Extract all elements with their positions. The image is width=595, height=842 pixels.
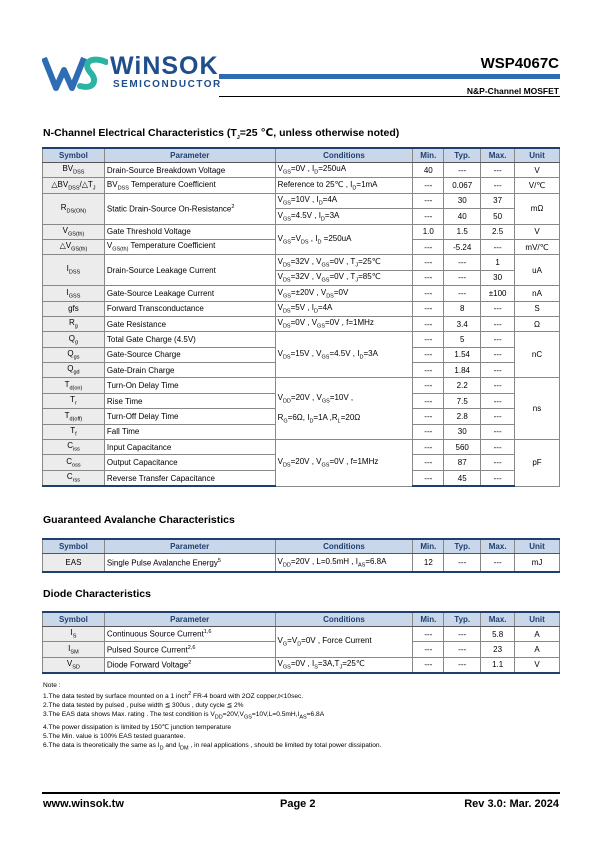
symbol-cell: EAS <box>43 554 105 573</box>
symbol-cell: $I_{SM}$ <box>43 642 105 657</box>
unit-cell: V/℃ <box>515 178 560 193</box>
parameter-cell: Rise Time <box>104 393 275 408</box>
min-cell: --- <box>413 440 444 455</box>
min-cell: --- <box>413 270 444 285</box>
symbol-cell: $I_S$ <box>43 627 105 642</box>
conditions-cell: $V_{DS}=5V$ , $I_D=4A$ <box>275 301 413 316</box>
table-row <box>43 657 560 673</box>
unit-cell: A <box>515 627 560 642</box>
col-parameter: Parameter <box>104 148 275 163</box>
max-cell: --- <box>481 239 515 254</box>
conditions-cell: $V_G=V_D=0V$ , Force Current <box>275 627 413 658</box>
typ-cell: 0.067 <box>444 178 481 193</box>
typ-cell: --- <box>444 554 481 573</box>
max-cell: --- <box>481 440 515 455</box>
table-row <box>43 163 560 178</box>
table-header <box>43 148 560 163</box>
unit-cell: S <box>515 301 560 316</box>
unit-cell: V <box>515 657 560 673</box>
max-cell: --- <box>481 347 515 362</box>
max-cell: 30 <box>481 270 515 285</box>
col-parameter: Parameter <box>104 612 275 627</box>
symbol-cell: $V_{GS(th)}$ <box>43 224 105 239</box>
typ-cell: 30 <box>444 424 481 439</box>
max-cell: --- <box>481 378 515 393</box>
max-cell: 1 <box>481 255 515 270</box>
parameter-cell: Static Drain-Source On-Resistance$^2$ <box>104 193 275 224</box>
max-cell: ±100 <box>481 286 515 301</box>
col-symbol: Symbol <box>43 148 105 163</box>
min-cell: --- <box>413 378 444 393</box>
note-1: 1.The data tested by surface mounted on a 1 inch$^2$ FR-4 board with 2OZ copper,t<10sec. <box>43 691 304 701</box>
footer-website: www.winsok.tw <box>43 798 124 810</box>
col-conditions: Conditions <box>275 539 413 554</box>
parameter-cell: Pulsed Source Current$^{2,6}$ <box>104 642 275 657</box>
parameter-cell: Total Gate Charge (4.5V) <box>104 332 275 347</box>
unit-cell: ns <box>515 378 560 440</box>
typ-cell: 1.84 <box>444 363 481 378</box>
parameter-cell: Fall Time <box>104 424 275 439</box>
col-symbol: Symbol <box>43 539 105 554</box>
symbol-cell: $T_{d(off)}$ <box>43 409 105 424</box>
typ-cell: --- <box>444 270 481 285</box>
min-cell: --- <box>413 332 444 347</box>
brand-subtitle: SEMICONDUCTOR <box>113 79 222 90</box>
symbol-cell: $Q_g$ <box>43 332 105 347</box>
parameter-cell: Continuous Source Current$^{1,6}$ <box>104 627 275 642</box>
parameter-cell: Turn-Off Delay Time <box>104 409 275 424</box>
table-row <box>43 178 560 193</box>
unit-cell: mΩ <box>515 193 560 224</box>
parameter-cell: Drain-Source Leakage Current <box>104 255 275 286</box>
parameter-cell: Gate-Source Leakage Current <box>104 286 275 301</box>
nchannel-table <box>42 147 560 487</box>
max-cell: 1.1 <box>481 657 515 673</box>
parameter-cell: Gate Threshold Voltage <box>104 224 275 239</box>
min-cell: --- <box>413 657 444 673</box>
min-cell: 40 <box>413 163 444 178</box>
conditions-cell: $V_{GS}=\pm 20V$ , $V_{DS}=0V$ <box>275 286 413 301</box>
col-max: Max. <box>481 148 515 163</box>
parameter-cell: Output Capacitance <box>104 455 275 470</box>
table-row <box>43 224 560 239</box>
symbol-cell: gfs <box>43 301 105 316</box>
typ-cell: --- <box>444 163 481 178</box>
max-cell: --- <box>481 393 515 408</box>
typ-cell: --- <box>444 657 481 673</box>
conditions-cell: $V_{DD}=20V$ , L=0.5mH , $I_{AS}=6.8A$ <box>275 554 413 573</box>
table-header <box>43 612 560 627</box>
diode-table <box>42 611 560 674</box>
col-typ: Typ. <box>444 539 481 554</box>
col-min: Min. <box>413 539 444 554</box>
min-cell: 12 <box>413 554 444 573</box>
typ-cell: 3.4 <box>444 316 481 331</box>
symbol-cell: $BV_{DSS}$ <box>43 163 105 178</box>
min-cell: --- <box>413 393 444 408</box>
col-unit: Unit <box>515 148 560 163</box>
avalanche-section-title: Guaranteed Avalanche Characteristics <box>43 514 235 526</box>
header-accent-bar <box>219 74 560 79</box>
typ-cell: 1.5 <box>444 224 481 239</box>
footer-page-number: Page 2 <box>280 798 316 810</box>
unit-cell: A <box>515 642 560 657</box>
table-row <box>43 378 560 393</box>
typ-cell: 7.5 <box>444 393 481 408</box>
min-cell: --- <box>413 409 444 424</box>
parameter-cell: Forward Transconductance <box>104 301 275 316</box>
max-cell: --- <box>481 163 515 178</box>
max-cell: 5.8 <box>481 627 515 642</box>
unit-cell: mJ <box>515 554 560 573</box>
parameter-cell: Gate-Drain Charge <box>104 363 275 378</box>
parameter-cell: Drain-Source Breakdown Voltage <box>104 163 275 178</box>
avalanche-table <box>42 538 560 573</box>
table-row <box>43 193 560 208</box>
company-logo <box>42 52 222 94</box>
typ-cell: 5 <box>444 332 481 347</box>
col-symbol: Symbol <box>43 612 105 627</box>
conditions-cell: $V_{GS}=V_{DS}$ , $I_D =250uA$ <box>275 224 413 255</box>
conditions-cell: $V_{GS}=4.5V$ , $I_D=3A$ <box>275 209 413 224</box>
min-cell: --- <box>413 455 444 470</box>
note-5: 5.The Min. value is 100% EAS tested guarantee. <box>43 732 186 740</box>
col-conditions: Conditions <box>275 148 413 163</box>
col-max: Max. <box>481 539 515 554</box>
min-cell: --- <box>413 193 444 208</box>
conditions-cell: $V_{DS}=32V$ , $V_{GS}=0V$ , $T_J=25℃$ <box>275 255 413 270</box>
symbol-cell: $I_{DSS}$ <box>43 255 105 286</box>
min-cell: 1.0 <box>413 224 444 239</box>
parameter-cell: $V_{GS(th)}$ Temperature Coefficient <box>104 239 275 254</box>
notes-title: Note : <box>43 682 61 689</box>
parameter-cell: Gate-Source Charge <box>104 347 275 362</box>
typ-cell: 8 <box>444 301 481 316</box>
table-row <box>43 627 560 642</box>
table-row <box>43 332 560 347</box>
parameter-cell: $BV_{DSS}$ Temperature Coefficient <box>104 178 275 193</box>
symbol-cell: $R_g$ <box>43 316 105 331</box>
table-row <box>43 554 560 573</box>
parameter-cell: Input Capacitance <box>104 440 275 455</box>
note-6: 6.The data is theoretically the same as $I_D$ and $I_{DM}$ , in real applications , should be limited by total power dissipation. <box>43 742 382 752</box>
min-cell: --- <box>413 301 444 316</box>
conditions-cell: $V_{GS}=0V$ , $I_D=250uA$ <box>275 163 413 178</box>
table-row <box>43 440 560 455</box>
unit-cell: uA <box>515 255 560 286</box>
max-cell: --- <box>481 424 515 439</box>
symbol-cell: $C_{rss}$ <box>43 470 105 486</box>
col-typ: Typ. <box>444 148 481 163</box>
max-cell: --- <box>481 301 515 316</box>
typ-cell: --- <box>444 642 481 657</box>
unit-cell: nA <box>515 286 560 301</box>
table-row <box>43 286 560 301</box>
col-unit: Unit <box>515 539 560 554</box>
brand-name: WiNSOK <box>110 52 219 80</box>
note-4: 4.The power dissipation is limited by 150℃ junction temperature <box>43 723 232 731</box>
typ-cell: 560 <box>444 440 481 455</box>
min-cell: --- <box>413 642 444 657</box>
symbol-cell: $T_r$ <box>43 393 105 408</box>
min-cell: --- <box>413 627 444 642</box>
parameter-cell: Reverse Transfer Capacitance <box>104 470 275 486</box>
min-cell: --- <box>413 239 444 254</box>
typ-cell: --- <box>444 255 481 270</box>
max-cell: --- <box>481 554 515 573</box>
symbol-cell: $T_{d(on)}$ <box>43 378 105 393</box>
min-cell: --- <box>413 178 444 193</box>
max-cell: --- <box>481 409 515 424</box>
max-cell: --- <box>481 178 515 193</box>
typ-cell: 30 <box>444 193 481 208</box>
col-unit: Unit <box>515 612 560 627</box>
unit-cell: nC <box>515 332 560 378</box>
min-cell: --- <box>413 470 444 486</box>
typ-cell: 40 <box>444 209 481 224</box>
parameter-cell: Gate Resistance <box>104 316 275 331</box>
ws-logo-icon <box>42 54 108 92</box>
min-cell: --- <box>413 286 444 301</box>
table-row <box>43 255 560 270</box>
device-type: N&P-Channel MOSFET <box>466 86 559 96</box>
parameter-cell: Diode Forward Voltage$^2$ <box>104 657 275 673</box>
max-cell: --- <box>481 470 515 486</box>
col-parameter: Parameter <box>104 539 275 554</box>
conditions-cell: $V_{DD}=20V$ , $V_{GS}=10V$ , $R_G=6\Omega$, $I_D=1A$ $,R_L=20\Omega$ <box>275 378 413 440</box>
symbol-cell: $R_{DS(ON)}$ <box>43 193 105 224</box>
min-cell: --- <box>413 316 444 331</box>
symbol-cell: $Q_{gd}$ <box>43 363 105 378</box>
conditions-cell: $V_{GS}=10V$ , $I_D=4A$ <box>275 193 413 208</box>
symbol-cell: $C_{iss}$ <box>43 440 105 455</box>
conditions-cell: $V_{GS}=0V$ , $I_S=3A,T_J=25℃$ <box>275 657 413 673</box>
col-max: Max. <box>481 612 515 627</box>
note-2: 2.The data tested by pulsed , pulse width ≦ 300us , duty cycle ≦ 2% <box>43 702 244 710</box>
header-divider <box>219 96 560 97</box>
nchannel-section-title: N-Channel Electrical Characteristics ($T_J=25$ ℃, unless otherwise noted) <box>43 127 400 142</box>
typ-cell: --- <box>444 286 481 301</box>
typ-cell: 2.8 <box>444 409 481 424</box>
parameter-cell: Turn-On Delay Time <box>104 378 275 393</box>
symbol-cell: $T_f$ <box>43 424 105 439</box>
symbol-cell: $Q_{gs}$ <box>43 347 105 362</box>
footer-divider <box>42 792 560 794</box>
col-min: Min. <box>413 612 444 627</box>
table-row <box>43 316 560 331</box>
symbol-cell: $V_{SD}$ <box>43 657 105 673</box>
part-number: WSP4067C <box>480 55 559 72</box>
col-typ: Typ. <box>444 612 481 627</box>
footer-revision: Rev 3.0: Mar. 2024 <box>464 798 559 810</box>
min-cell: --- <box>413 209 444 224</box>
max-cell: 2.5 <box>481 224 515 239</box>
notes <box>43 681 381 753</box>
typ-cell: 87 <box>444 455 481 470</box>
symbol-cell: $I_{GSS}$ <box>43 286 105 301</box>
unit-cell: mV/℃ <box>515 239 560 254</box>
unit-cell: V <box>515 224 560 239</box>
table-row <box>43 301 560 316</box>
conditions-cell: $V_{DS}=15V$ , $V_{GS}=4.5V$ , $I_D=3A$ <box>275 332 413 378</box>
min-cell: --- <box>413 255 444 270</box>
unit-cell: pF <box>515 440 560 487</box>
min-cell: --- <box>413 363 444 378</box>
min-cell: --- <box>413 347 444 362</box>
unit-cell: Ω <box>515 316 560 331</box>
symbol-cell: $\triangle V_{GS(th)}$ <box>43 239 105 254</box>
typ-cell: -5.24 <box>444 239 481 254</box>
typ-cell: --- <box>444 627 481 642</box>
max-cell: --- <box>481 455 515 470</box>
conditions-cell: Reference to 25℃ , $I_D=1mA$ <box>275 178 413 193</box>
parameter-cell: Single Pulse Avalanche Energy$^5$ <box>104 554 275 573</box>
conditions-cell: $V_{DS}=32V$ , $V_{GS}=0V$ , $T_J=85℃$ <box>275 270 413 285</box>
max-cell: --- <box>481 363 515 378</box>
diode-section-title: Diode Characteristics <box>43 588 151 600</box>
note-3: 3.The EAS data shows Max. rating . The test condition is $V_{DD}=20V,V_{GS}=10V,L=0.5mH,I_{AS}=6.8A$ <box>43 711 325 721</box>
conditions-cell: $V_{DS}=20V$ , $V_{GS}=0V$ , f=1MHz <box>275 440 413 487</box>
max-cell: --- <box>481 332 515 347</box>
typ-cell: 2.2 <box>444 378 481 393</box>
unit-cell: V <box>515 163 560 178</box>
col-conditions: Conditions <box>275 612 413 627</box>
max-cell: --- <box>481 316 515 331</box>
conditions-cell: $V_{DS}=0V$ , $V_{GS}=0V$ , f=1MHz <box>275 316 413 331</box>
col-min: Min. <box>413 148 444 163</box>
typ-cell: 1.54 <box>444 347 481 362</box>
symbol-cell: $C_{oss}$ <box>43 455 105 470</box>
max-cell: 23 <box>481 642 515 657</box>
symbol-cell: $\triangle BV_{DSS}/\triangle T_J$ <box>43 178 105 193</box>
max-cell: 50 <box>481 209 515 224</box>
max-cell: 37 <box>481 193 515 208</box>
min-cell: --- <box>413 424 444 439</box>
typ-cell: 45 <box>444 470 481 486</box>
table-header <box>43 539 560 554</box>
